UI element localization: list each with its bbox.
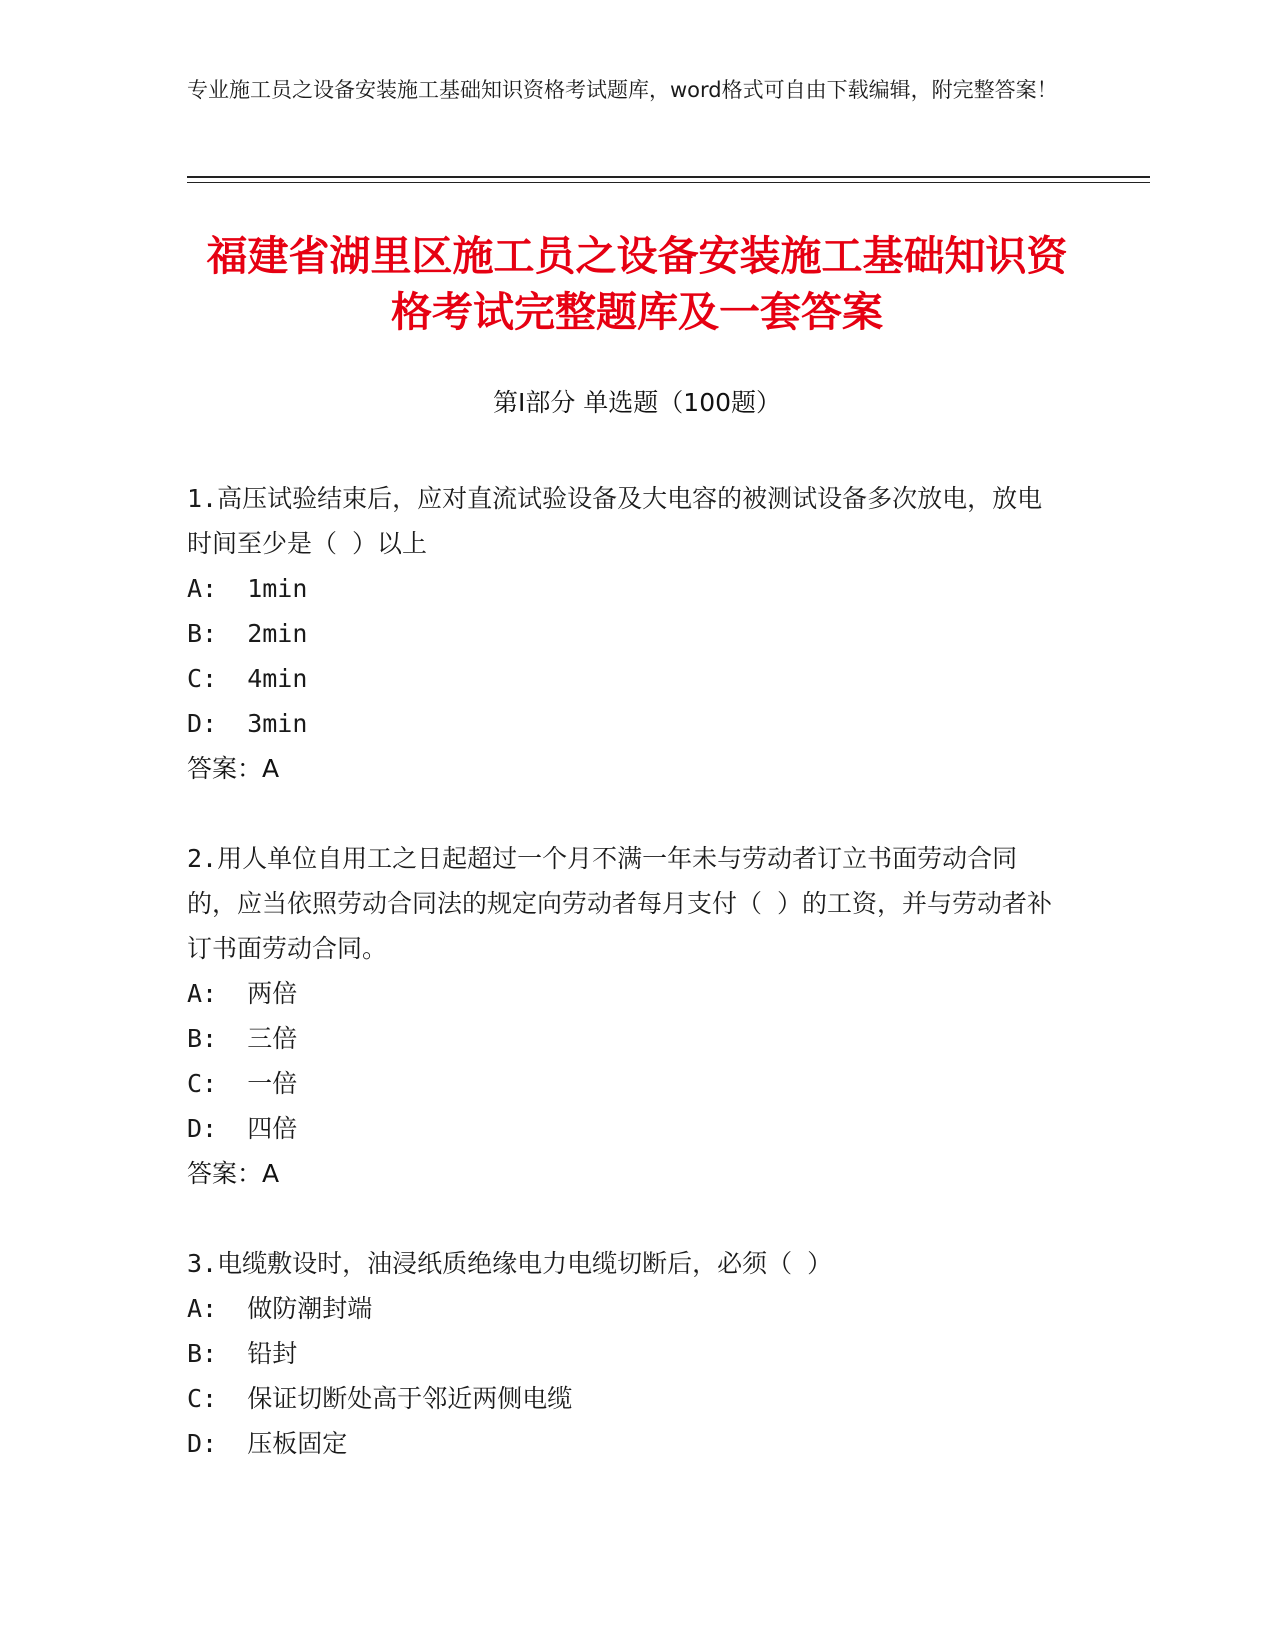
- option-a: A: 两倍: [187, 979, 298, 1008]
- option-d: D: 压板固定: [187, 1429, 348, 1458]
- answer: 答案：A: [187, 754, 280, 783]
- option-b: B: 三倍: [187, 1024, 298, 1053]
- option-d: D: 3min: [187, 709, 308, 738]
- question-stem: 1.高压试验结束后，应对直流试验设备及大电容的被测试设备多次放电，放电时间至少是（ ）以上: [187, 484, 1043, 558]
- option-c: C: 保证切断处高于邻近两侧电缆: [187, 1384, 573, 1413]
- section-title: 第Ⅰ部分 单选题（100题）: [492, 388, 782, 417]
- question-list: [187, 476, 1067, 1511]
- option-a: A: 做防潮封端: [187, 1294, 373, 1323]
- option-b: B: 铅封: [187, 1339, 298, 1368]
- option-b: B: 2min: [187, 619, 308, 648]
- option-a: A: 1min: [187, 574, 308, 603]
- question-1: [187, 476, 1067, 791]
- header-rule-thin: [187, 182, 1150, 183]
- answer: 答案：A: [187, 1159, 280, 1188]
- question-stem: 2.用人单位自用工之日起超过一个月不满一年未与劳动者订立书面劳动合同的，应当依照劳动合同法的规定向劳动者每月支付（ ）的工资，并与劳动者补订书面劳动合同。: [187, 844, 1053, 963]
- question-2: [187, 836, 1067, 1196]
- header-rule-thick: [187, 176, 1150, 178]
- question-stem: 3.电缆敷设时，油浸纸质绝缘电力电缆切断后，必须（ ）: [187, 1249, 833, 1278]
- option-d: D: 四倍: [187, 1114, 298, 1143]
- document-title: 福建省湖里区施工员之设备安装施工基础知识资格考试完整题库及一套答案: [206, 232, 1068, 336]
- option-c: C: 一倍: [187, 1069, 298, 1098]
- option-c: C: 4min: [187, 664, 308, 693]
- question-3: [187, 1241, 1067, 1466]
- header-note: 专业施工员之设备安装施工基础知识资格考试题库，word格式可自由下载编辑，附完整答案！: [187, 78, 1058, 102]
